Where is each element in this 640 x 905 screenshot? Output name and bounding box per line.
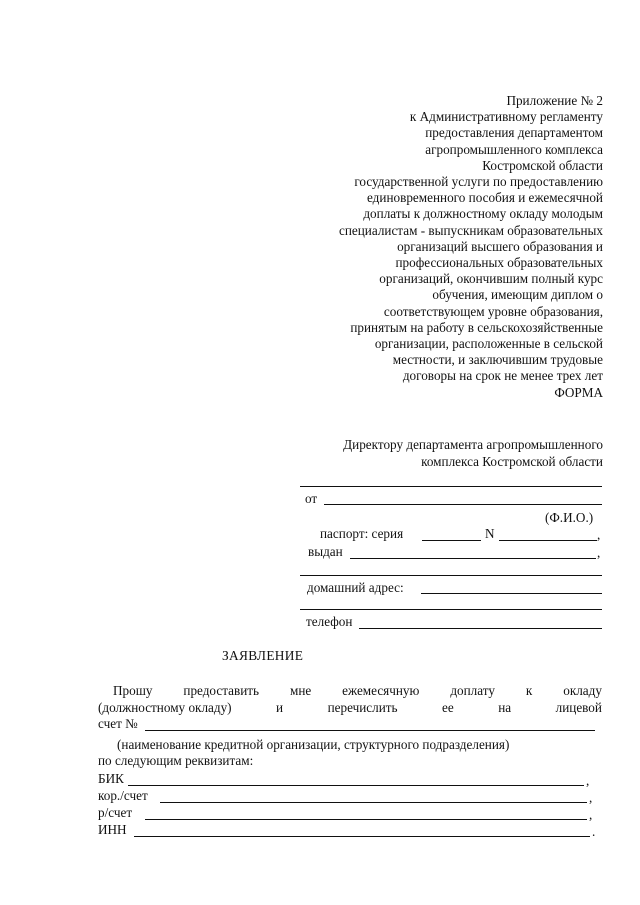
blank-line[interactable] xyxy=(300,486,602,487)
from-label: от xyxy=(305,491,318,506)
statement-word: мне xyxy=(289,683,312,698)
from-name-field[interactable] xyxy=(324,504,602,505)
appendix-line: Приложение № 2 xyxy=(506,93,603,108)
statement-title: ЗАЯВЛЕНИЕ xyxy=(222,648,304,663)
bank-caption: (наименование кредитной организации, структурного подразделения) xyxy=(117,737,510,752)
addressee-line: Директору департамента агропромышленного xyxy=(343,437,603,452)
appendix-header xyxy=(263,93,603,401)
passport-series-label: паспорт: серия xyxy=(320,526,404,541)
corr-account-label: кор./счет xyxy=(98,788,148,803)
appendix-line: обучения, имеющим диплом о xyxy=(432,287,603,303)
comma: , xyxy=(597,527,601,542)
account-label: счет № xyxy=(98,716,138,731)
appendix-line: принятым на работу в сельскохозяйственные xyxy=(350,319,603,335)
statement-word: лицевой xyxy=(555,700,602,715)
statement-word: предоставить xyxy=(183,683,260,698)
appendix-line: организаций, окончившим полный курс xyxy=(379,271,603,287)
appendix-line: государственной услуги по предоставлению xyxy=(354,174,603,190)
statement-line-2 xyxy=(98,700,602,716)
period: . xyxy=(592,824,596,839)
inn-label: ИНН xyxy=(98,822,127,837)
comma: , xyxy=(597,545,601,560)
appendix-line: соответствующем уровне образования, xyxy=(383,303,603,319)
settlement-account-label: р/счет xyxy=(98,805,133,820)
appendix-line: специалистам - выпускникам образовательных xyxy=(338,222,603,238)
blank-line[interactable] xyxy=(300,575,602,576)
statement-word: (должностному окладу) xyxy=(98,700,232,715)
statement-word: ее xyxy=(442,700,454,715)
appendix-line: к Административному регламенту xyxy=(409,109,603,125)
appendix-line: Костромской области xyxy=(482,157,603,173)
statement-word: на xyxy=(498,700,512,715)
appendix-line: единовременного пособия и ежемесячной xyxy=(367,190,603,206)
statement-word: ежемесячную xyxy=(342,683,420,698)
addressee-block xyxy=(273,437,603,470)
phone-field[interactable] xyxy=(359,628,602,629)
phone-label: телефон xyxy=(306,614,353,629)
home-address-label: домашний адрес: xyxy=(307,580,404,595)
comma: , xyxy=(586,773,590,788)
details-intro: по следующим реквизитам: xyxy=(98,753,254,768)
statement-word: Прошу xyxy=(113,683,153,698)
appendix-line: профессиональных образовательных xyxy=(395,255,603,271)
inn-field[interactable] xyxy=(134,836,590,837)
appendix-line: договоры на срок не менее трех лет xyxy=(402,368,603,384)
bik-label: БИК xyxy=(98,771,124,786)
form-label: ФОРМА xyxy=(554,384,603,400)
home-address-field-2[interactable] xyxy=(300,609,602,610)
statement-word: перечислить xyxy=(327,700,398,715)
appendix-line: предоставления департаментом xyxy=(425,125,603,141)
comma: , xyxy=(589,790,593,805)
settlement-account-field[interactable] xyxy=(145,819,587,820)
statement-word: и xyxy=(276,700,284,715)
statement-line-1 xyxy=(113,683,602,699)
appendix-line: местности, и заключившим трудовые xyxy=(392,352,603,368)
statement-word: окладу xyxy=(563,683,602,698)
statement-word: доплату xyxy=(450,683,495,698)
passport-number-label: N xyxy=(485,526,495,541)
appendix-line: организаций высшего образования и xyxy=(397,238,603,254)
addressee-line: комплекса Костромской области xyxy=(421,453,603,469)
appendix-line: доплаты к должностному окладу молодым xyxy=(363,206,603,222)
home-address-field[interactable] xyxy=(421,593,602,594)
account-number-field[interactable] xyxy=(145,730,595,731)
comma: , xyxy=(589,807,593,822)
passport-number-field[interactable] xyxy=(499,540,597,541)
fio-caption: (Ф.И.О.) xyxy=(545,510,594,525)
appendix-line: организации, расположенные в сельской xyxy=(374,336,603,352)
issued-label: выдан xyxy=(308,544,343,559)
appendix-line: агропромышленного комплекса xyxy=(425,141,603,157)
issued-by-field[interactable] xyxy=(350,558,596,559)
statement-word: к xyxy=(525,683,533,698)
passport-series-field[interactable] xyxy=(422,540,481,541)
corr-account-field[interactable] xyxy=(160,802,587,803)
bik-field[interactable] xyxy=(128,785,584,786)
